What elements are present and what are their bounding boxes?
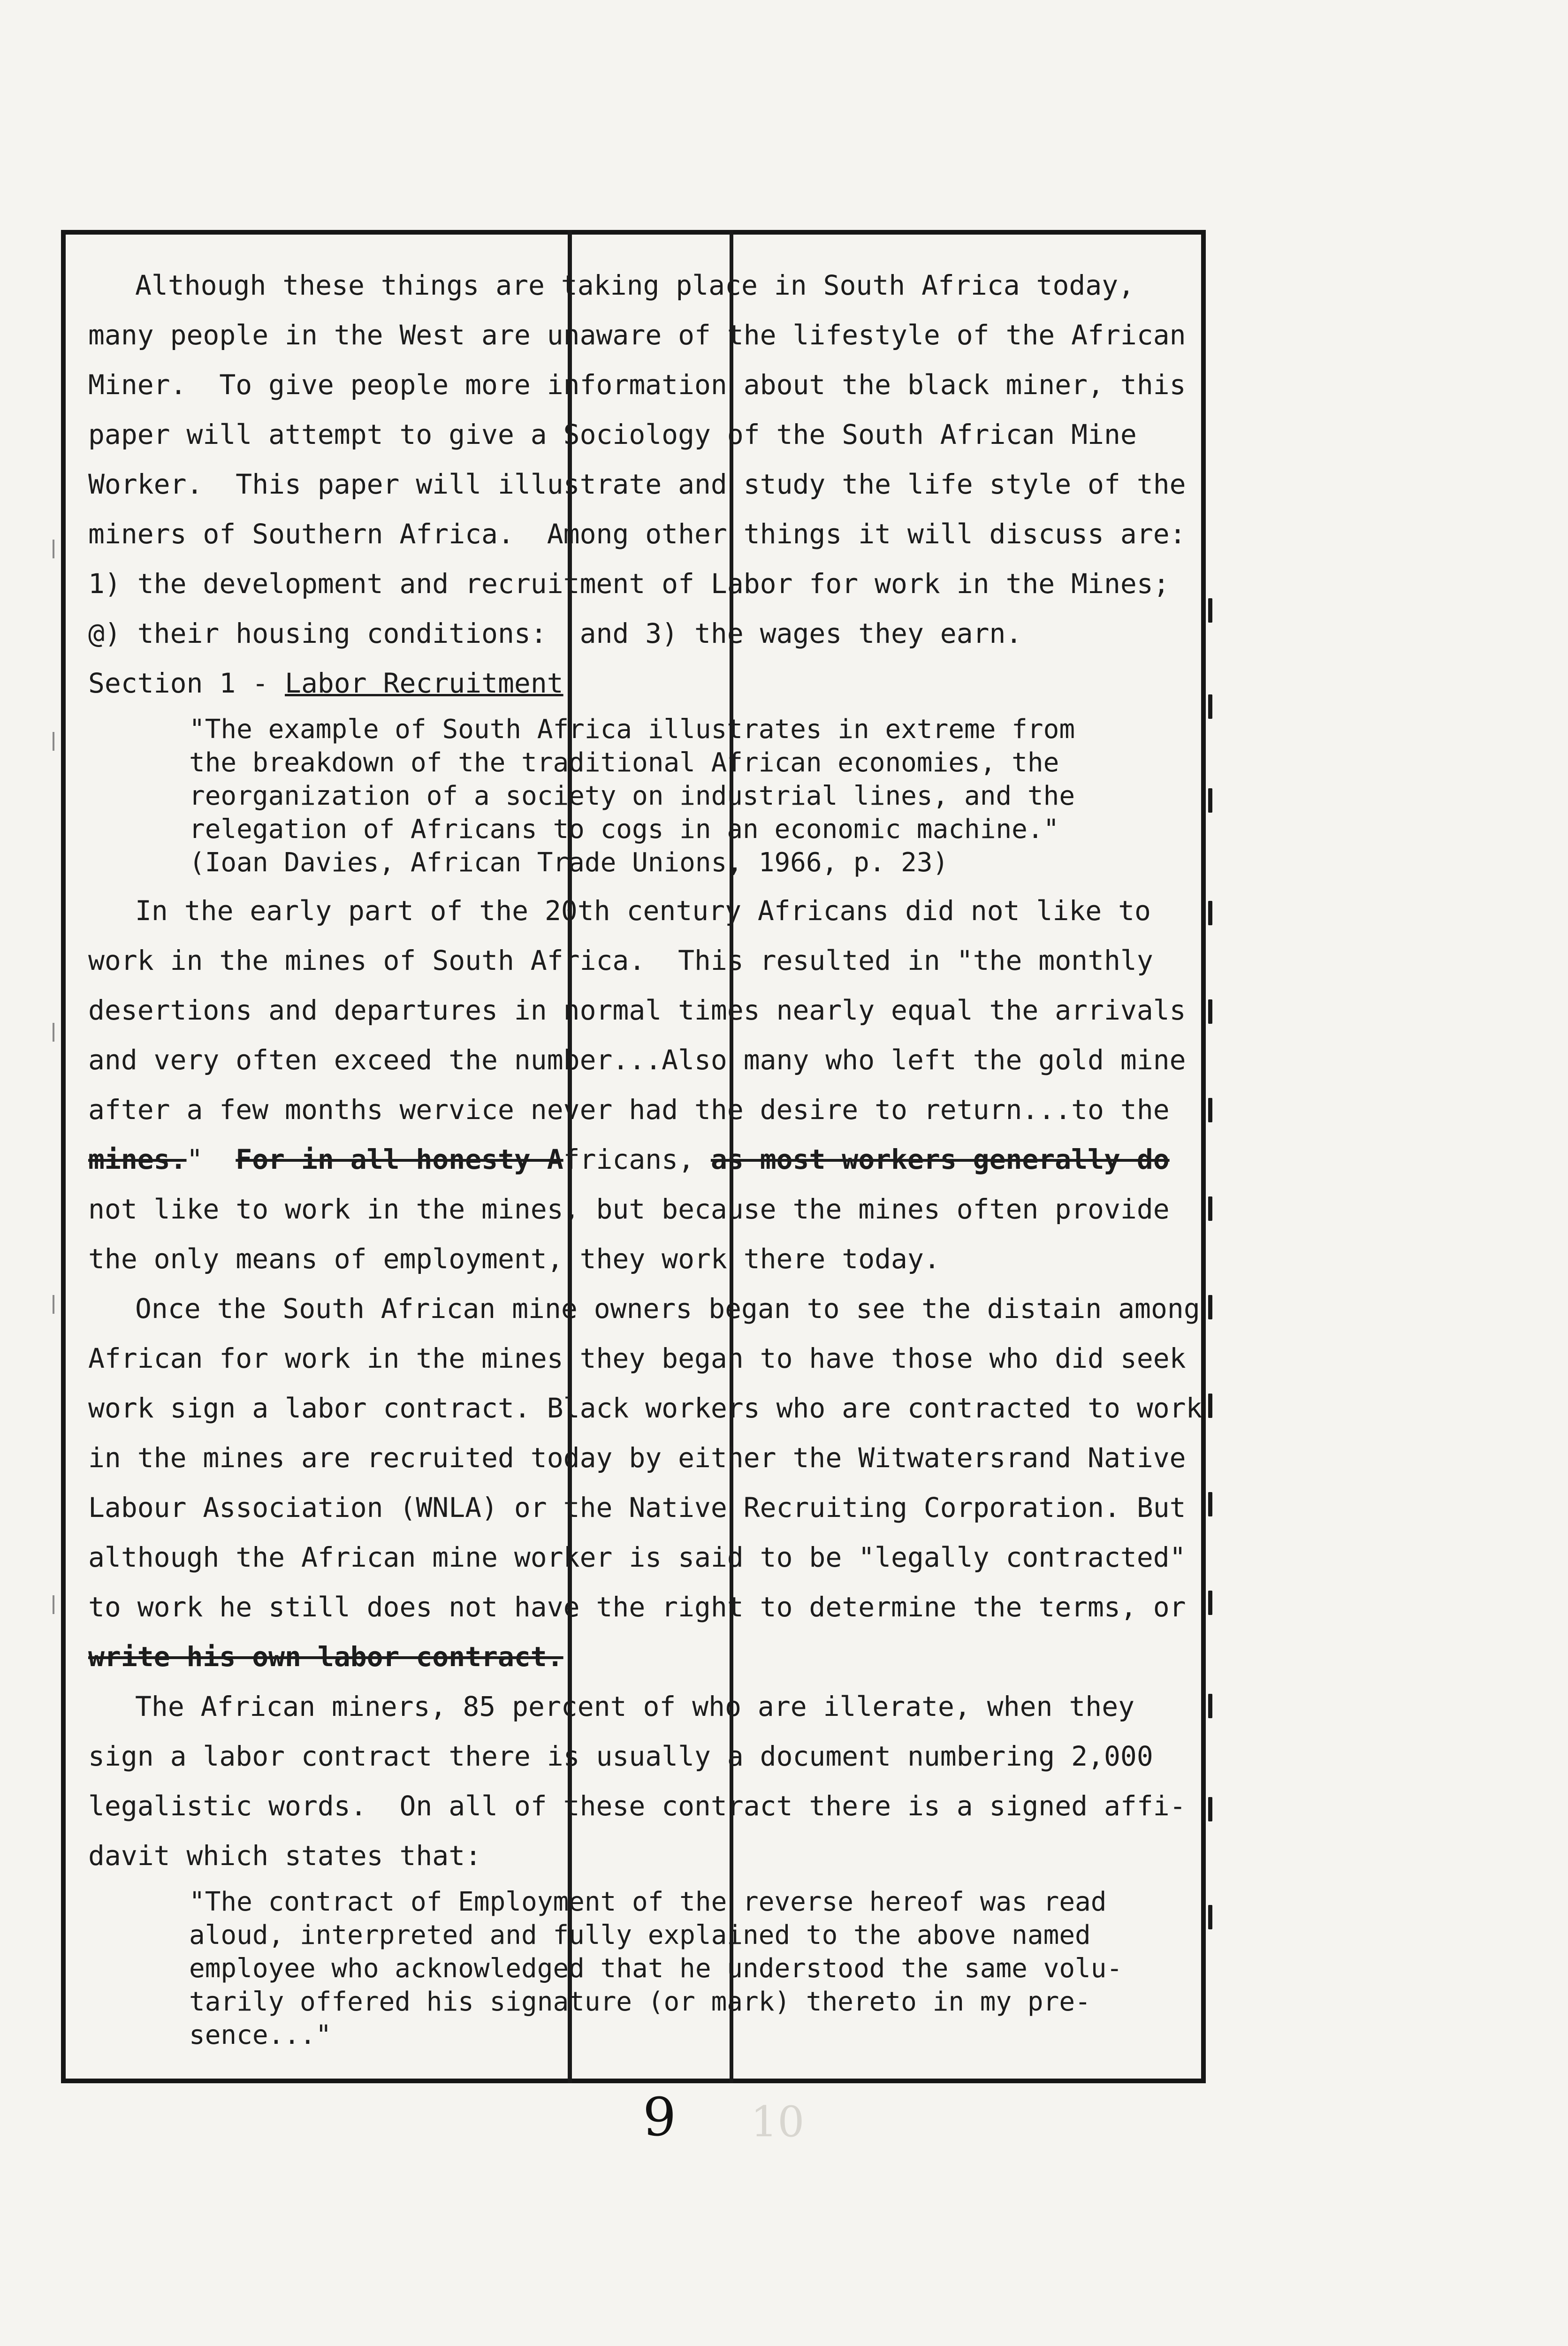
text-line: after a few months wervice never had the desire to return...to the <box>88 1094 1170 1126</box>
text-line: The African miners, 85 percent of who are illerate, when they <box>135 1691 1135 1722</box>
paragraph-early-century <box>88 886 1210 1284</box>
page-number: 9 <box>643 2087 677 2148</box>
margin-mark <box>1208 694 1212 719</box>
quote-line: the breakdown of the traditional African economies, the <box>189 747 1059 778</box>
text-line: not like to work in the mines, but because the mines often provide <box>88 1193 1170 1225</box>
margin-mark <box>1208 1098 1212 1122</box>
text-line: work sign a labor contract. Black workers who are contracted to work <box>88 1392 1203 1424</box>
margin-mark <box>1208 901 1212 925</box>
margin-mark <box>1208 1394 1212 1418</box>
scan-mark <box>53 1023 54 1042</box>
section-title: Labor Recruitment <box>285 667 563 699</box>
text-line: miners of Southern Africa. Among other things it will discuss are: <box>88 518 1186 550</box>
margin-mark <box>1208 1591 1212 1615</box>
text-line: Worker. This paper will illustrate and study the life style of the <box>88 468 1186 500</box>
text-line: desertions and departures in normal times nearly equal the arrivals <box>88 994 1186 1026</box>
margin-mark <box>1208 1694 1212 1718</box>
text-line: to work he still does not have the right to determine the terms, or <box>88 1591 1186 1623</box>
paragraph-labor-contract <box>88 1284 1210 1682</box>
bleed-through-page-number: 10 <box>751 2097 805 2147</box>
plain-text: " <box>186 1143 236 1175</box>
section-heading <box>88 658 1210 708</box>
quote-line: employee who acknowledged that he understood the same volu- <box>189 1953 1123 1984</box>
margin-mark <box>1208 788 1212 813</box>
text-line: @) their housing conditions: and 3) the wages they earn. <box>88 617 1022 649</box>
block-quote-davies <box>88 713 1210 879</box>
quote-line: sence..." <box>189 2020 332 2050</box>
section-prefix: Section 1 - <box>88 667 285 699</box>
text-line: and very often exceed the number...Also many who left the gold mine <box>88 1044 1186 1076</box>
struck-text: For in all honesty A <box>236 1143 563 1175</box>
quote-line: reorganization of a society on industrial lines, and the <box>189 781 1075 811</box>
margin-mark <box>1208 1492 1212 1516</box>
plain-text: fricans, <box>563 1143 711 1175</box>
quote-line: tarily offered his signature (or mark) thereto in my pre- <box>189 1987 1091 2017</box>
quote-line: "The example of South Africa illustrates in extreme from <box>189 714 1075 745</box>
text-line-with-strikethrough <box>88 1632 1210 1682</box>
text-line: davit which states that: <box>88 1840 482 1872</box>
margin-mark <box>1208 1797 1212 1821</box>
text-line: although the African mine worker is said to be "legally contracted" <box>88 1541 1186 1573</box>
margin-mark <box>1208 999 1212 1024</box>
text-line: many people in the West are unaware of the lifestyle of the African <box>88 319 1186 351</box>
text-line: the only means of employment, they work there today. <box>88 1243 940 1275</box>
text-line: Although these things are taking place in South Africa today, <box>135 269 1135 301</box>
text-line: work in the mines of South Africa. This resulted in "the monthly <box>88 944 1153 976</box>
text-line: Miner. To give people more information about the black miner, this <box>88 369 1186 401</box>
text-line-with-strikethrough <box>88 1135 1210 1184</box>
quote-line: "The contract of Employment of the reverse hereof was read <box>189 1887 1107 1917</box>
quote-line: relegation of Africans to cogs in an economic machine." <box>189 814 1059 845</box>
text-line: paper will attempt to give a Sociology of the South African Mine <box>88 419 1137 450</box>
margin-mark <box>1208 1196 1212 1221</box>
struck-text: as most workers generally do <box>710 1143 1170 1175</box>
text-line: African for work in the mines they began to have those who did seek <box>88 1342 1186 1374</box>
text-line: legalistic words. On all of these contract there is a signed affi- <box>88 1790 1186 1822</box>
text-line: In the early part of the 20th century Africans did not like to <box>135 895 1151 927</box>
margin-mark <box>1208 1295 1212 1319</box>
quote-line: aloud, interpreted and fully explained to the above named <box>189 1920 1091 1950</box>
scan-mark <box>53 1595 54 1614</box>
scan-mark <box>53 1295 54 1314</box>
margin-mark <box>1208 598 1212 623</box>
text-line: 1) the development and recruitment of Labor for work in the Mines; <box>88 568 1170 600</box>
struck-text: mines. <box>88 1143 187 1175</box>
margin-mark <box>1208 1905 1212 1929</box>
paragraph-illiteracy <box>88 1682 1210 1881</box>
block-quote-affidavit <box>88 1885 1210 2052</box>
quote-citation: (Ioan Davies, African Trade Unions, 1966, p. 23) <box>189 847 949 878</box>
text-line: Once the South African mine owners began to see the distain among <box>135 1293 1200 1325</box>
text-line: sign a labor contract there is usually a document numbering 2,000 <box>88 1740 1153 1772</box>
struck-text: write his own labor contract. <box>88 1641 563 1673</box>
text-line: in the mines are recruited today by either the Witwatersrand Native <box>88 1442 1186 1474</box>
scan-mark <box>53 540 54 558</box>
paragraph-intro <box>88 260 1210 658</box>
scan-mark <box>53 732 54 751</box>
text-line: Labour Association (WNLA) or the Native Recruiting Corporation. But <box>88 1492 1186 1523</box>
document-body <box>88 260 1210 2058</box>
